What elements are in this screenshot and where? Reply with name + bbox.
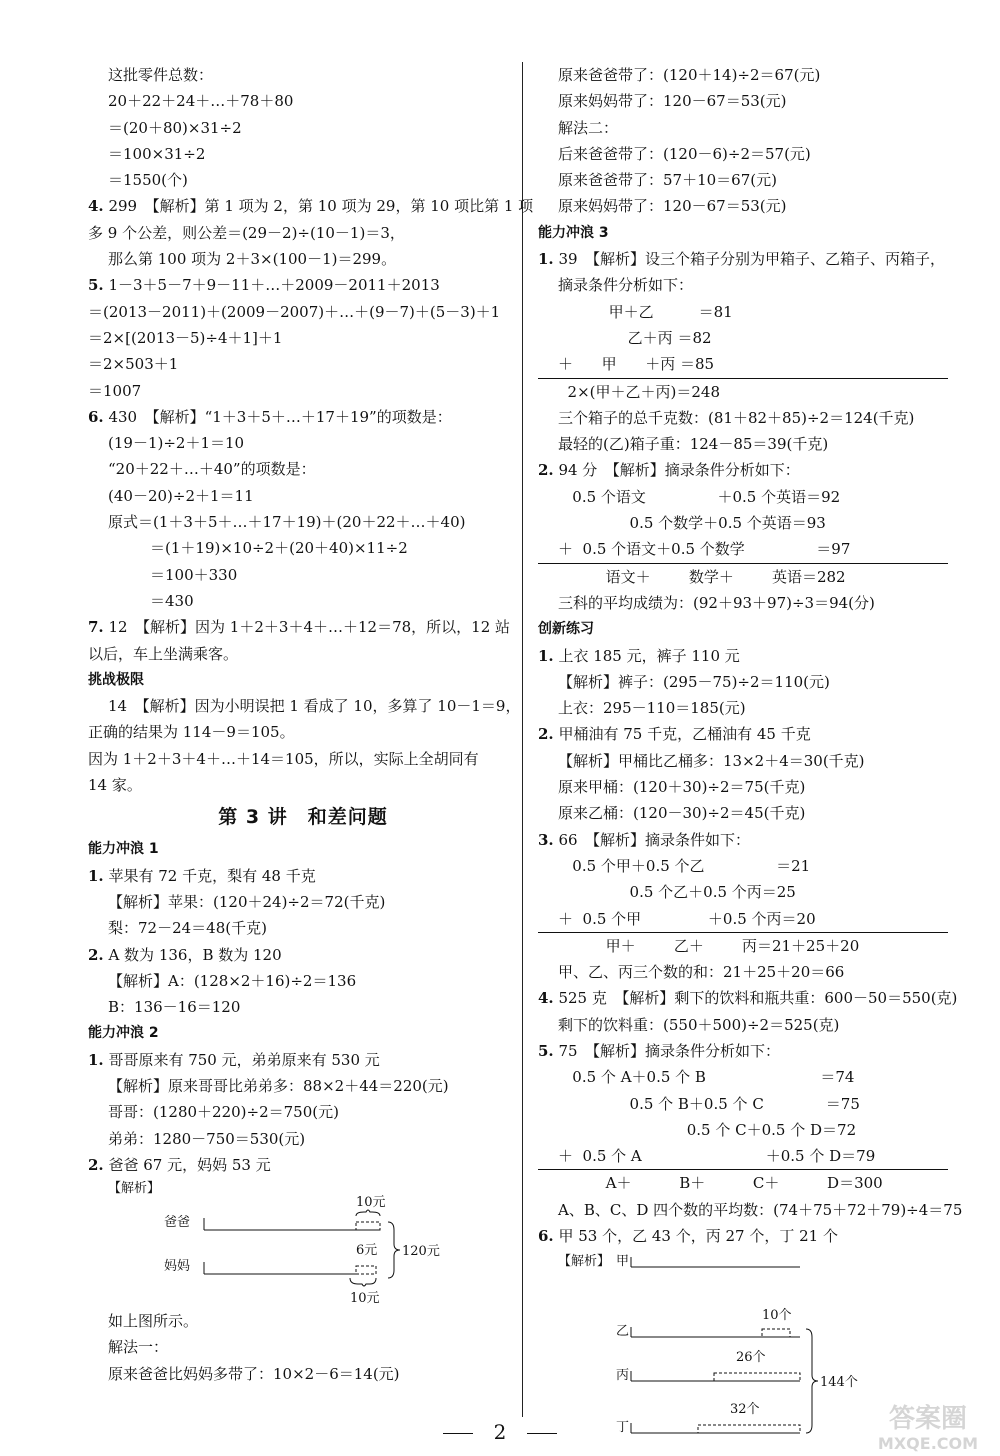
answer-item xyxy=(88,1152,518,1178)
line-text: 66 【解析】摘录条件如下： xyxy=(558,830,751,849)
answer-line xyxy=(538,141,948,167)
line-text: 2×(甲＋乙＋丙)＝248 xyxy=(558,382,720,401)
section-heading: 能力冲浪 1 xyxy=(88,841,159,858)
watermark-text: 答案圈 xyxy=(888,1404,968,1434)
answer-line xyxy=(538,1091,948,1117)
answer-line xyxy=(538,351,948,378)
line-text: 最轻的(乙)箱子重：124－85＝39(千克) xyxy=(558,435,829,454)
line-text: ＋ 甲 ＋丙 ＝85 xyxy=(558,355,715,374)
line-text: 解法一： xyxy=(108,1338,169,1357)
answer-item xyxy=(538,985,958,1011)
item-number: 5. xyxy=(88,276,104,295)
answer-line xyxy=(88,299,518,325)
item-number: 1. xyxy=(88,1050,104,1069)
answer-item xyxy=(538,827,948,853)
line-text: ＋ 0.5 个甲 ＋0.5 个丙＝20 xyxy=(558,909,816,928)
fig1-mid: 6元 xyxy=(356,1243,378,1259)
fig1-dad: 爸爸 xyxy=(164,1215,191,1231)
line-text: 原来妈妈带了：120－67＝53(元) xyxy=(558,92,787,111)
answer-line xyxy=(88,62,518,88)
page-number xyxy=(0,1420,1000,1444)
fig2-total-brace xyxy=(806,1329,818,1433)
line-text: ＝(20＋80)×31÷2 xyxy=(108,118,242,137)
fig2-b-box xyxy=(762,1329,790,1337)
line-text: 39 【解析】设三个箱子分别为甲箱子、乙箱子、丙箱子， xyxy=(558,250,946,269)
item-number: 3. xyxy=(538,830,554,849)
line-text: A 数为 136，B 数为 120 xyxy=(108,945,282,964)
line-text: 14 家。 xyxy=(88,776,142,795)
answer-item xyxy=(88,193,534,219)
answer-line xyxy=(88,167,518,193)
line-text: 多 9 个公差，则公差＝(29－2)÷(10－1)＝3， xyxy=(88,223,405,242)
line-text: ＝1550(个) xyxy=(108,171,188,190)
line-text: 如上图所示。 xyxy=(108,1312,199,1331)
answer-line xyxy=(538,88,948,114)
line-text: 0.5 个甲＋0.5 个乙 ＝21 xyxy=(558,856,811,875)
answer-line xyxy=(88,351,518,377)
answer-line xyxy=(88,141,518,167)
answer-line xyxy=(538,431,948,457)
line-text: 这批零件总数： xyxy=(108,66,214,84)
diagram-dad-mom xyxy=(88,1178,518,1308)
answer-item xyxy=(88,1047,518,1073)
answer-line xyxy=(538,695,948,721)
item-number: 2. xyxy=(538,461,554,480)
answer-line xyxy=(538,1064,948,1090)
line-text: “20＋22＋…＋40”的项数是： xyxy=(108,460,316,479)
line-text: ＝100×31÷2 xyxy=(108,144,206,163)
answer-line xyxy=(88,1073,518,1099)
answer-line xyxy=(88,693,521,719)
answer-line xyxy=(88,1099,518,1125)
answer-item xyxy=(88,404,518,430)
answer-line xyxy=(88,535,518,561)
line-text: 0.5 个 B＋0.5 个 C ＝75 xyxy=(558,1094,860,1113)
answer-item xyxy=(538,721,948,747)
answer-line xyxy=(538,1197,963,1223)
diagram-dad-mom-svg xyxy=(88,1178,508,1308)
answer-line xyxy=(88,1361,518,1387)
line-text: 上衣：295－110＝185(元) xyxy=(558,699,746,718)
answer-line xyxy=(88,889,518,915)
line-text: 1－3＋5－7＋9－11＋…＋2009－2011＋2013 xyxy=(108,276,440,295)
fig2-label: 【解析】 xyxy=(558,1254,611,1270)
line-text: 三个箱子的总千克数：(81＋82＋85)÷2＝124(千克) xyxy=(558,408,915,427)
answer-item xyxy=(538,643,948,669)
fig1-mom: 妈妈 xyxy=(164,1259,191,1275)
line-text: 75 【解析】摘录条件分析如下： xyxy=(558,1041,781,1060)
answer-line xyxy=(88,641,518,667)
fig2-d: 丁 xyxy=(616,1420,630,1436)
fig1-dad-box xyxy=(356,1222,380,1230)
line-text: 甲、乙、丙三个数的和：21＋25＋20＝66 xyxy=(558,963,845,982)
answer-line xyxy=(538,564,948,590)
fig1-top: 10元 xyxy=(356,1195,386,1211)
line-text: 剩下的饮料重：(550＋500)÷2＝525(克) xyxy=(558,1015,840,1034)
line-text: 12 【解析】因为 1＋2＋3＋4＋…＋12＝78，所以，12 站 xyxy=(108,618,511,637)
answer-line xyxy=(538,484,948,510)
answer-line xyxy=(538,959,948,985)
lecture-title: 第 3 讲 和差问题 xyxy=(218,806,388,829)
line-text: 0.5 个 A＋0.5 个 B ＝74 xyxy=(558,1068,855,1087)
answer-line xyxy=(88,1126,518,1152)
line-text: 乙＋丙 ＝82 xyxy=(580,328,712,347)
line-text: 【解析】裤子：(295－75)÷2＝110(元) xyxy=(558,672,830,691)
line-text: 苹果有 72 千克，梨有 48 千克 xyxy=(108,866,316,885)
line-text: 正确的结果为 114－9＝105。 xyxy=(88,723,295,742)
line-text: 94 分 【解析】摘录条件分析如下： xyxy=(558,461,800,480)
line-text: 0.5 个 C＋0.5 个 D＝72 xyxy=(558,1120,857,1139)
answer-item xyxy=(88,272,518,298)
answer-line xyxy=(88,325,518,351)
line-text: 525 克 【解析】剩下的饮料和瓶共重：600－50＝550(克) xyxy=(558,989,958,1008)
fig1-total: 120元 xyxy=(402,1244,440,1260)
fig2-cl: 26个 xyxy=(736,1350,766,1366)
answer-item xyxy=(88,614,518,640)
answer-line xyxy=(88,509,518,535)
line-text: 甲＋ 乙＋ 丙＝21＋25＋20 xyxy=(558,936,860,955)
item-number: 2. xyxy=(88,945,104,964)
fig2-total: 144个 xyxy=(820,1375,858,1391)
line-text: 【解析】A：(128×2＋16)÷2＝136 xyxy=(108,971,357,990)
item-number: 4. xyxy=(88,197,104,216)
line-text: 0.5 个乙＋0.5 个丙＝25 xyxy=(558,883,796,902)
line-text: 上衣 185 元，裤子 110 元 xyxy=(558,646,740,665)
answer-line xyxy=(88,746,518,772)
fig2-dl: 32个 xyxy=(730,1402,760,1418)
answer-line xyxy=(538,62,948,88)
answer-item xyxy=(538,457,948,483)
answer-line xyxy=(88,378,518,404)
line-text: 原式＝(1＋3＋5＋…＋17＋19)＋(20＋22＋…＋40) xyxy=(108,513,466,532)
line-text: 甲 53 个，乙 43 个，丙 27 个，丁 21 个 xyxy=(558,1227,838,1246)
page-number-dash-right xyxy=(527,1433,557,1434)
line-text: ＝(1＋19)×10÷2＋(20＋40)×11÷2 xyxy=(150,539,408,558)
line-text: 原来爸爸带了：57＋10＝67(元) xyxy=(558,171,777,190)
line-text: 以后，车上坐满乘客。 xyxy=(88,644,239,663)
answer-line xyxy=(538,325,948,351)
answer-line xyxy=(88,430,518,456)
line-text: ＋ 0.5 个 A ＋0.5 个 D＝79 xyxy=(558,1147,876,1166)
line-text: 因为 1＋2＋3＋4＋…＋14＝105，所以，实际上全胡同有 xyxy=(88,749,479,768)
line-text: 0.5 个语文 ＋0.5 个英语＝92 xyxy=(558,487,841,506)
answer-line xyxy=(88,588,518,614)
line-text: 梨：72－24＝48(千克) xyxy=(108,919,267,938)
fig2-c: 丙 xyxy=(616,1368,630,1384)
item-number: 6. xyxy=(88,407,104,426)
fig2-bl: 10个 xyxy=(762,1308,792,1324)
answer-line xyxy=(88,719,518,745)
line-text: ＝2×[(2013－5)÷4＋1]＋1 xyxy=(88,328,283,347)
line-text: 那么第 100 项为 2＋3×(100－1)＝299。 xyxy=(108,250,397,269)
answer-line xyxy=(538,536,948,563)
section-heading: 能力冲浪 2 xyxy=(88,1025,159,1042)
fig1-bottom: 10元 xyxy=(350,1291,380,1307)
item-number: 6. xyxy=(538,1227,554,1246)
line-text: ＋ 0.5 个语文＋0.5 个数学 ＝97 xyxy=(558,540,851,559)
line-text: 原来甲桶：(120＋30)÷2＝75(千克) xyxy=(558,778,806,797)
line-text: 20＋22＋24＋…＋78＋80 xyxy=(108,92,294,111)
right-column xyxy=(538,62,963,1449)
page-number-dash-left xyxy=(443,1433,473,1434)
watermark-url: MXQE.COM xyxy=(877,1434,979,1453)
answer-line xyxy=(538,1117,948,1143)
line-text: 摘录条件分析如下： xyxy=(558,276,694,295)
line-text: 三科的平均成绩为：(92＋93＋97)÷3＝94(分) xyxy=(558,593,875,612)
line-text: 原来妈妈带了：120－67＝53(元) xyxy=(558,197,787,216)
fig2-a: 甲 xyxy=(616,1254,630,1270)
line-text: 弟弟：1280－750＝530(元) xyxy=(108,1129,306,1148)
answer-line xyxy=(538,933,948,959)
fig1-total-brace xyxy=(388,1222,400,1278)
answer-line xyxy=(538,748,948,774)
answer-line xyxy=(538,590,948,616)
line-text: 430 【解析】“1＋3＋5＋…＋17＋19”的项数是： xyxy=(108,407,452,426)
line-text: 【解析】苹果：(120＋24)÷2＝72(千克) xyxy=(108,892,386,911)
answer-line xyxy=(538,379,948,405)
item-number: 2. xyxy=(88,1155,104,1174)
answer-line xyxy=(538,669,948,695)
answer-item xyxy=(538,1223,948,1249)
line-text: A、B、C、D 四个数的平均数：(74＋75＋72＋79)÷4＝75 xyxy=(558,1200,963,1219)
line-text: 甲＋乙 ＝81 xyxy=(580,302,733,321)
fig1-top-brace xyxy=(356,1210,380,1216)
line-text: 甲桶油有 75 千克，乙桶油有 45 千克 xyxy=(558,725,811,744)
answer-line xyxy=(538,879,948,905)
line-text: ＝100＋330 xyxy=(150,565,238,584)
item-number: 7. xyxy=(88,618,104,637)
line-text: ＝(2013－2011)＋(2009－2007)＋…＋(9－7)＋(5－3)＋1 xyxy=(88,302,501,321)
fig1-bottom-brace xyxy=(350,1278,376,1286)
answer-line xyxy=(538,272,948,298)
line-text: 哥哥原来有 750 元，弟弟原来有 530 元 xyxy=(108,1050,380,1069)
answer-item xyxy=(88,942,518,968)
answer-line xyxy=(538,800,948,826)
answer-line xyxy=(538,1012,948,1038)
answer-line xyxy=(538,1143,948,1170)
line-text: 299 【解析】第 1 项为 2，第 10 项为 29，第 10 项比第 1 项 xyxy=(108,197,534,216)
answer-line xyxy=(88,994,518,1020)
section-heading: 能力冲浪 3 xyxy=(538,224,609,241)
line-text: 语文＋ 数学＋ 英语＝282 xyxy=(558,567,846,586)
answer-item xyxy=(538,246,948,272)
line-text: 后来爸爸带了：(120－6)÷2＝57(元) xyxy=(558,144,811,163)
answer-line xyxy=(538,193,948,219)
line-text: 爸爸 67 元，妈妈 53 元 xyxy=(108,1155,271,1174)
item-number: 4. xyxy=(538,989,554,1008)
answer-item xyxy=(88,863,518,889)
answer-line xyxy=(88,562,518,588)
line-text: ＝2×503＋1 xyxy=(88,355,179,374)
fig1-label: 【解析】 xyxy=(108,1181,161,1197)
answer-line xyxy=(538,774,948,800)
watermark-logo xyxy=(858,1395,998,1455)
line-text: (19－1)÷2＋1＝10 xyxy=(108,434,245,453)
answer-line xyxy=(538,115,948,141)
answer-line xyxy=(538,299,948,325)
fig2-c-box xyxy=(714,1373,800,1381)
answer-line xyxy=(88,968,518,994)
answer-line xyxy=(88,915,518,941)
item-number: 1. xyxy=(538,250,554,269)
answer-line xyxy=(88,115,518,141)
line-text: 原来乙桶：(120－30)÷2＝45(千克) xyxy=(558,804,806,823)
line-text: ＝1007 xyxy=(88,381,142,400)
answer-line xyxy=(538,405,948,431)
answer-line xyxy=(88,1334,518,1360)
answer-line xyxy=(538,167,948,193)
answer-line xyxy=(538,510,948,536)
answer-line xyxy=(88,483,518,509)
answer-line xyxy=(88,772,518,798)
item-number: 2. xyxy=(538,725,554,744)
line-text: 原来爸爸带了：(120＋14)÷2＝67(元) xyxy=(558,66,821,84)
page-number-value: 2 xyxy=(493,1420,507,1444)
section-heading: 挑战极限 xyxy=(88,671,144,688)
line-text: ＝430 xyxy=(150,591,194,610)
answer-line xyxy=(88,246,518,272)
answer-line xyxy=(538,853,948,879)
answer-line xyxy=(88,88,518,114)
line-text: 解法二： xyxy=(558,118,619,137)
column-divider xyxy=(522,62,523,1417)
line-text: B：136－16＝120 xyxy=(108,998,241,1017)
line-text: 哥哥：(1280＋220)÷2＝750(元) xyxy=(108,1103,339,1122)
line-text: 0.5 个数学＋0.5 个英语＝93 xyxy=(558,514,826,533)
item-number: 1. xyxy=(538,646,554,665)
item-number: 5. xyxy=(538,1041,554,1060)
answer-line xyxy=(88,456,518,482)
answer-line xyxy=(88,220,518,246)
line-text: (40－20)÷2＋1＝11 xyxy=(108,486,254,505)
line-text: A＋ B＋ C＋ D＝300 xyxy=(558,1174,883,1193)
line-text: 原来爸爸比妈妈多带了：10×2－6＝14(元) xyxy=(108,1364,400,1383)
item-number: 1. xyxy=(88,866,104,885)
line-text: 【解析】甲桶比乙桶多：13×2＋4＝30(千克) xyxy=(558,751,865,770)
answer-line xyxy=(88,1308,518,1334)
answer-line xyxy=(538,906,948,933)
fig1-mom-box xyxy=(356,1266,376,1274)
left-column xyxy=(88,62,534,1387)
answer-line xyxy=(538,1170,948,1196)
line-text: 【解析】原来哥哥比弟弟多：88×2＋44＝220(元) xyxy=(108,1076,449,1095)
answer-item xyxy=(538,1038,948,1064)
fig2-b: 乙 xyxy=(616,1324,630,1340)
line-text: 14 【解析】因为小明误把 1 看成了 10，多算了 10－1＝9， xyxy=(108,697,521,716)
section-heading: 创新练习 xyxy=(538,621,594,638)
